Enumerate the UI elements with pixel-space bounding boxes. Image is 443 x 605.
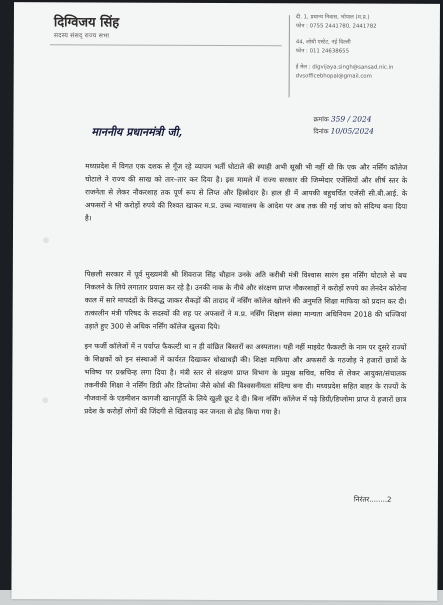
letterhead-divider [50, 44, 282, 46]
letterhead-contact [296, 13, 431, 82]
continuation-note: निरंतर........2 [353, 495, 392, 504]
punch-hole [43, 237, 49, 243]
letterhead-name: दिग्विजय सिंह [53, 15, 120, 31]
contact-line: दी. 1, प्रधान्य निवास, भोपाल (म.प्र.) [295, 14, 370, 21]
reference-date-label: दिनांक [313, 127, 329, 136]
reference-number-label: क्रमांक [313, 115, 329, 124]
contact-line: 44, लोधी एस्टेट, नई दिल्ली [295, 39, 351, 46]
contact-line: फोन : 0755 2441780, 2441782 [295, 23, 377, 30]
contact-email: dvsofficebhopal@gmail.com [295, 73, 372, 80]
body-paragraph: इन फर्जी कॉलेजों में न पर्याप्त फैकल्टी था न ही वांछित बिस्तरों का अस्पताल। यही नहीं माइग्रेट फैकल्टी के नाम पर दूसरे राज्यों के शिक्षकों को इन संस्थाओं में कार्यरत दिखाकर धोखाधड़ी की। शिक्षा माफिया और अफसरों के गठजोड़ ने हजारों छात्रों के भविष्य पर प्रश्नचिन्ह लगा दिया है। मंत्री स्तर से संरक्षण प्राप्त विभाग के प्रमुख सचिव, सचिव से लेकर आयुक्त/संचालक तकनीकी शिक्षा ने नर्सिंग डिग्री और डिप्लोमा जैसे कोर्स की विश्वसनीयता संदिग्ध बना दी। मध्यप्रदेश सहित बाहर के राज्यों के नौजवानों के एडमीशन कागजी खानापूर्ति के लिये खुली छूट दे दी। बिना नर्सिंग कॉलेज में पढ़े डिग्री/डिप्लोमा प्राप्त ये हजारों छात्र प्रदेश के करोड़ों लोगों की जिंदगी से खिलवाड़ कर जनता से द्रोह किया गया है। [84, 341, 407, 416]
body-paragraph: मध्यप्रदेश में विगत एक दशक से गूँज रहे व्यापम भर्ती घोटाले की स्याही अभी सूखी भी नहीं थी कि एक और नर्सिंग कॉलेज घोटाले ने राज्य की साख को तार–तार कर दिया है। इस मामले में राज्य सरकार की जिम्मेदार एजेंसियों और शीर्ष स्तर के राजनेता से लेकर नौकरशाह तक पूर्ण रूप से लिप्त और हिस्सेदार है। हाल ही में आपकी बहुचर्चित एजेंसी सी.बी.आई. के अफसरों ने भी करोड़ों रुपये की रिश्वत खाकर म.प्र. उच्च न्यायालय के आदेश पर अब तक की गई जांच को संदिग्ध बना दिया है। [85, 161, 408, 223]
reference-number-value: 359 / 2024 [330, 114, 372, 124]
reference-date-value: 10/05/2024 [330, 126, 374, 136]
letterhead-separator [289, 15, 290, 97]
letterhead-designation: सदस्य संसद् राज्य सभा [53, 32, 110, 40]
salutation: माननीय प्रधानमंत्री जी, [91, 125, 183, 139]
letter-page [11, 2, 440, 601]
reference-date [313, 125, 433, 138]
body-paragraph: पिछली सरकार में पूर्व मुख्यमंत्री श्री शिवराज सिंह चौहान उनके अति करीबी मंत्री विश्वास सारंग इस नर्सिंग घोटाले से बच निकलने के लिये लगातार प्रयास कर रहे है। उनकी नाक के नीचे और संरक्षण प्राप्त नौकरशाहों ने करोड़ों रुपये का लेनदेन कोरोना काल में सारे मापदंडों के विरूद्ध जाकर सैकड़ों की तादाद में नर्सिंग कॉलेज खोलने की अनुमति शिक्षा माफिया को प्रदान कर दी। तत्कालीन मंत्री परिषद के सदस्यों की शह पर अफसरों ने म.प्र. नर्सिंग शिक्षण संस्था मान्यता अधिनियम 2018 की धज्जियां उड़ाते हुए 300 से अधिक नर्सिंग कॉलेज खुलवा दिये। [84, 269, 407, 331]
contact-email: ई मेल : digvijaya.singh@sansad.nic.in [295, 64, 394, 71]
reference-block [313, 113, 433, 138]
contact-line: फोन : 011 24638655 [295, 48, 350, 55]
reference-number [313, 113, 433, 126]
punch-hole [42, 397, 48, 403]
